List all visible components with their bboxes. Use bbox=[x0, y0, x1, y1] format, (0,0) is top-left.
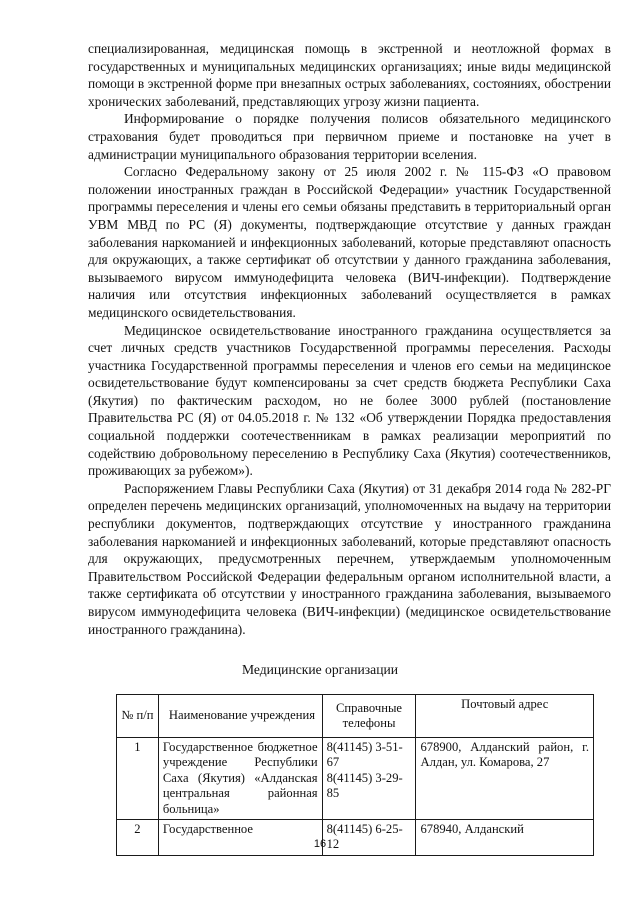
table-title: Медицинские организации bbox=[241, 662, 399, 677]
table-row bbox=[117, 738, 594, 820]
paragraph-federal-law: Согласно Федеральному закону от 25 июля 2002 г. № 115-ФЗ «О правовом положении иностранных граждан в Российской Федерации» участник Государственной программы переселения и члены его семьи обязаны представить в территориальный орган УВМ МВД по РС (Я) документы, подтверждающие отсутствие у данных граждан заболевания наркоманией и инфекционных заболеваний, которые представляют опасность для окружающих, а также сертификат об отсутствии у данного гражданина заболевания, вызываемого вирусом иммунодефицита человека (ВИЧ-инфекции). Подтверждение наличия или отсутствия инфекционных заболеваний осуществляется в рамках медицинского освидетельствования. bbox=[88, 164, 611, 320]
header-phones: Справочные телефоны bbox=[322, 695, 416, 738]
header-num: № п/п bbox=[117, 695, 159, 738]
cell-num: 1 bbox=[117, 738, 159, 820]
paragraph-decree: Распоряжением Главы Республики Саха (Якутия) от 31 декабря 2014 года № 282-РГ определен перечень медицинских организаций, уполномоченных на выдачу на территории республики документов, подтверждающих отсутствие у иностранного гражданина заболевания наркоманией и инфекционных заболеваний, которые представляют опасность для окружающих, предусмотренных перечнем, утверждаемым уполномоченным Правительством Российской Федерации федеральным органом исполнительной власти, а также сертификата об отсутствии у иностранного гражданина заболевания, вызываемого вирусом иммунодефицита человека (ВИЧ-инфекции) (медицинское освидетельствование иностранного гражданина). bbox=[88, 480, 611, 637]
header-address: Почтовый адрес bbox=[416, 695, 594, 738]
cell-num: 2 bbox=[117, 820, 159, 856]
paragraph-oms-policy: Информирование о порядке получения полисов обязательного медицинского страхования будет проводиться при первичном приеме и постановке на учет в администрации муниципального образования территории вселения. bbox=[88, 111, 611, 162]
cell-address: 678940, Алданский bbox=[416, 820, 594, 856]
cell-phones: 8(41145) 3-51-67 8(41145) 3-29-85 bbox=[322, 738, 416, 820]
cell-name: Государственное bbox=[158, 820, 322, 856]
cell-name: Государственное бюджетное учреждение Республики Саха (Якутия) «Алданская центральная районная больница» bbox=[158, 738, 322, 820]
organizations-table bbox=[116, 694, 594, 856]
paragraph-medical-exam-costs: Медицинское освидетельствование иностранного гражданина осуществляется за счет личных средств участников Государственной программы переселения. Расходы участника Государственной программы переселения и членов его семьи на медицинское освидетельствование будут компенсированы за счет средств бюджета Республики Саха (Якутия) по фактическим расходом, но не более 3000 рублей (постановление Правительства РС (Я) от 04.05.2018 г. № 132 «Об утверждении Порядка предоставления социальной поддержки соотечественникам в рамках реализации мероприятий по содействию добровольному переселению в Республику Саха (Якутия) соотечественников, проживающих за рубежом»). bbox=[88, 322, 611, 479]
table-header-row bbox=[117, 695, 594, 738]
cell-address: 678900, Алданский район, г. Алдан, ул. Комарова, 27 bbox=[416, 738, 594, 820]
cell-phones: 8(41145) 6-25-12 bbox=[322, 820, 416, 856]
page-number: 16 bbox=[313, 838, 327, 850]
paragraph-medical-help: специализированная, медицинская помощь в экстренной и неотложной формах в государственных и муниципальных медицинских организациях; иные виды медицинской помощи в экстренной форме при внезапных острых заболеваниях, состояниях, обострении хронических заболеваний, представляющих угрозу жизни пациента. bbox=[88, 41, 611, 109]
header-name: Наименование учреждения bbox=[158, 695, 322, 738]
